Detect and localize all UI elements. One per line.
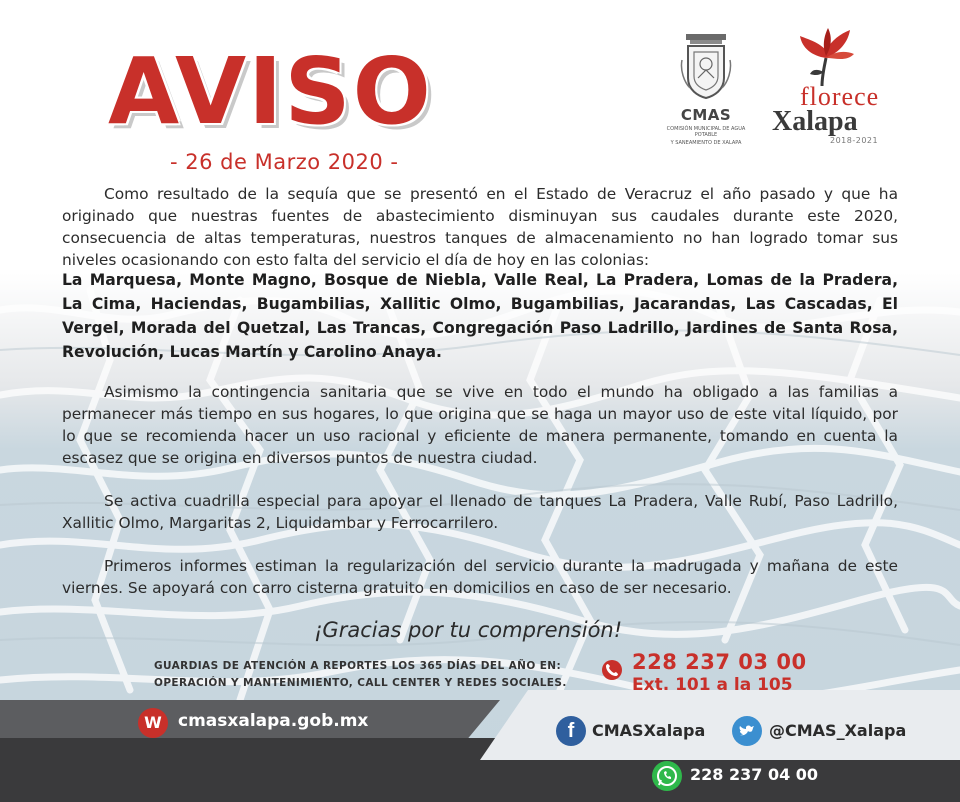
flower-icon: [792, 28, 862, 88]
phone-handset-icon: [602, 660, 622, 680]
whatsapp-icon: [652, 761, 682, 791]
cmas-logo: [660, 30, 752, 146]
phone-number[interactable]: 228 237 03 00: [632, 650, 807, 674]
aviso-title: AVISO: [108, 38, 433, 145]
twitter-icon: [732, 716, 762, 746]
facebook-link[interactable]: CMASXalapa: [592, 721, 706, 740]
website-icon: W: [138, 708, 168, 738]
cmas-seal-icon: [680, 30, 732, 100]
paragraph-special-crew: Se activa cuadrilla especial para apoyar el llenado de tanques La Pradera, Valle Rubí, Paso Ladrillo, Xallitic Olmo, Margaritas 2, Liquidambar y Ferrocarrilero.: [62, 492, 898, 532]
phone-extension: Ext. 101 a la 105: [632, 675, 793, 695]
thanks-message: ¡Gracias por tu comprensión!: [314, 618, 623, 642]
paragraph-drought: Como resultado de la sequía que se presentó en el Estado de Veracruz el año pasado y que ha originado que nuestras fuentes de abastecimiento disminuyan sus caudales durante este 2020, consecuencia de altas temperaturas, nuestros tanques de almacenamiento no han logrado tomar sus niveles ocasionando con esto falta del servicio el día de hoy en las colonias:: [62, 185, 898, 269]
website-link[interactable]: cmasxalapa.gob.mx: [178, 711, 369, 731]
xalapa-word: Xalapa: [772, 106, 858, 137]
administration-years: 2018-2021: [830, 136, 879, 145]
affected-neighborhoods: La Marquesa, Monte Magno, Bosque de Niebla, Valle Real, La Pradera, Lomas de la Pradera, La Cima, Haciendas, Bugambilias, Xallitic Olmo, Bugambilias, Jacarandas, Las Cascadas, El Vergel, Morada del Quetzal, Las Trancas, Congregación Paso Ladrillo, Jardines de Santa Rosa, Revolución, Lucas Martín y Carolino Anaya.: [62, 271, 898, 361]
cmas-name: CMAS: [680, 106, 732, 124]
cmas-subtitle-line2: Y SANEAMIENTO DE XALAPA: [670, 140, 742, 146]
paragraph-regularization: Primeros informes estiman la regularización del servicio durante la madrugada y mañana de este viernes. Se apoyará con carro cisterna gratuito en domicilios en caso de ser necesario.: [62, 557, 898, 597]
whatsapp-number[interactable]: 228 237 04 00: [690, 765, 819, 784]
guardias-line1: GUARDIAS DE ATENCIÓN A REPORTES LOS 365 DÍAS DEL AÑO EN:: [154, 660, 562, 672]
facebook-icon: f: [556, 716, 586, 746]
florece-word: florece: [800, 82, 880, 111]
notice-date: - 26 de Marzo 2020 -: [170, 150, 399, 174]
cmas-subtitle-line1: COMISIÓN MUNICIPAL DE AGUA POTABLE: [666, 126, 746, 138]
paragraph-sanitary-contingency: Asimismo la contingencia sanitaria que se vive en todo el mundo ha obligado a las familias a permanecer más tiempo en sus hogares, lo que origina que se haga un mayor uso de este vital líquido, por lo que se recomienda hacer un uso racional y eficiente de manera permanente, tomando en cuenta la escasez que se origina en diversos puntos de nuestra ciudad.: [62, 383, 898, 467]
phone-icon: [602, 660, 622, 680]
guardias-line2: OPERACIÓN Y MANTENIMIENTO, CALL CENTER Y REDES SOCIALES.: [154, 677, 567, 689]
twitter-link[interactable]: @CMAS_Xalapa: [769, 721, 907, 740]
whatsapp-phone-icon: [652, 761, 682, 791]
florece-xalapa-logo: [772, 28, 910, 146]
twitter-bird-icon: [732, 716, 762, 746]
guardias-info: [154, 658, 567, 692]
